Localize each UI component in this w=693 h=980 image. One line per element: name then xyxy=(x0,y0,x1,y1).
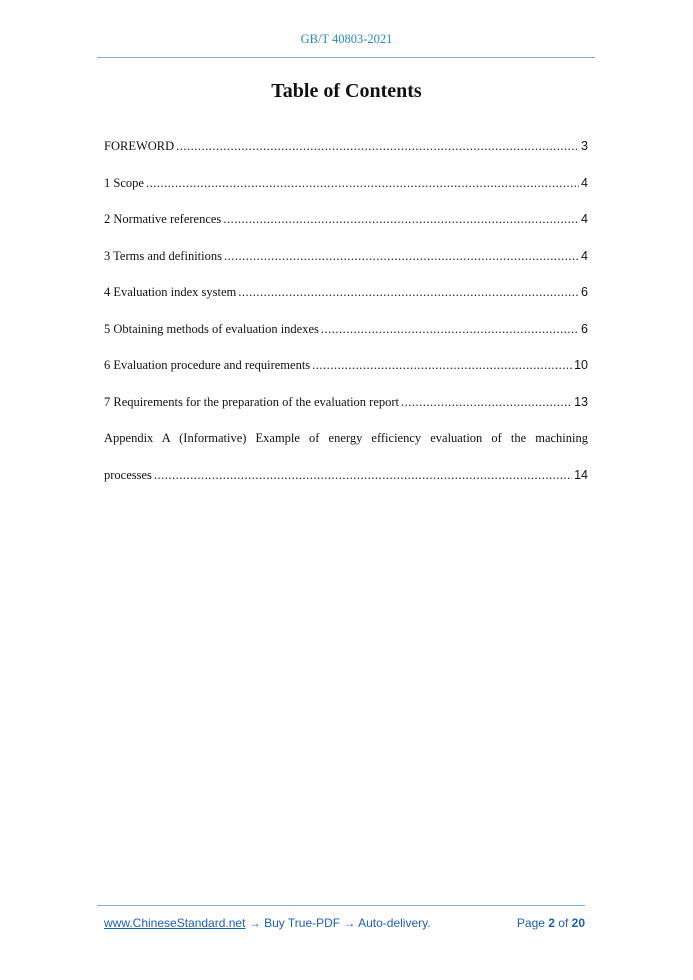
dot-leader xyxy=(223,209,579,229)
toc-entry-scope[interactable] xyxy=(104,173,588,210)
website-link[interactable]: www.ChineseStandard.net xyxy=(104,916,246,930)
page-of-text: of xyxy=(554,916,572,930)
footer-promo-text: → Buy True-PDF → Auto-delivery. xyxy=(245,916,431,930)
toc-entry-foreword[interactable] xyxy=(104,136,588,173)
toc-entry-continuation xyxy=(104,465,588,502)
toc-entry-label: Appendix A (Informative) Example of energy efficiency evaluation of the machining xyxy=(104,431,588,445)
toc-entry-label: 5 Obtaining methods of evaluation indexes xyxy=(104,321,319,336)
dot-leader xyxy=(238,282,579,302)
toc-page-number: 6 xyxy=(581,321,588,336)
toc-page-number: 3 xyxy=(581,139,588,153)
dot-leader xyxy=(146,173,579,193)
toc-entry-label: 4 Evaluation index system xyxy=(104,285,237,299)
footer-promo xyxy=(104,916,431,930)
toc-entry-label-continued: processes xyxy=(104,467,152,482)
toc-page-number: 14 xyxy=(574,467,588,482)
toc-page-number: 10 xyxy=(574,358,588,372)
page-prefix: Page xyxy=(516,916,549,930)
page-indicator xyxy=(517,916,585,930)
toc-entry-label: 7 Requirements for the preparation of the evaluation report xyxy=(104,394,400,409)
page-title: Table of Contents xyxy=(271,80,422,102)
dot-leader xyxy=(154,465,572,485)
toc-page-number: 6 xyxy=(581,285,588,299)
dot-leader xyxy=(401,392,572,412)
header-divider xyxy=(97,57,595,58)
dot-leader xyxy=(312,355,572,375)
toc-page-number: 4 xyxy=(581,175,588,190)
toc-entry-label: FOREWORD xyxy=(104,139,175,153)
toc-entry-label: 3 Terms and definitions xyxy=(104,248,222,263)
toc-entry-label: 1 Scope xyxy=(104,175,144,190)
toc-entry-evaluation-procedure[interactable] xyxy=(104,355,588,392)
toc-page-number: 13 xyxy=(574,394,588,409)
table-of-contents xyxy=(104,136,588,501)
toc-entry-label: 2 Normative references xyxy=(104,212,222,226)
standard-code: GB/T 40803-2021 xyxy=(300,32,393,46)
toc-entry-terms-and-definitions[interactable] xyxy=(104,246,588,283)
toc-entry-report-requirements[interactable] xyxy=(104,392,588,429)
toc-entry-obtaining-methods[interactable] xyxy=(104,319,588,356)
footer-divider xyxy=(97,905,585,906)
dot-leader xyxy=(224,246,579,266)
toc-page-number: 4 xyxy=(581,248,588,263)
toc-entry-appendix-a[interactable] xyxy=(104,428,588,501)
current-page-number: 2 xyxy=(548,916,555,930)
toc-entry-evaluation-index-system[interactable] xyxy=(104,282,588,319)
toc-entry-normative-references[interactable] xyxy=(104,209,588,246)
toc-page-number: 4 xyxy=(581,212,588,226)
page-footer xyxy=(104,916,585,930)
toc-entry-label: 6 Evaluation procedure and requirements xyxy=(104,358,311,372)
dot-leader xyxy=(176,136,579,156)
dot-leader xyxy=(321,319,579,339)
total-page-count: 20 xyxy=(571,916,585,930)
